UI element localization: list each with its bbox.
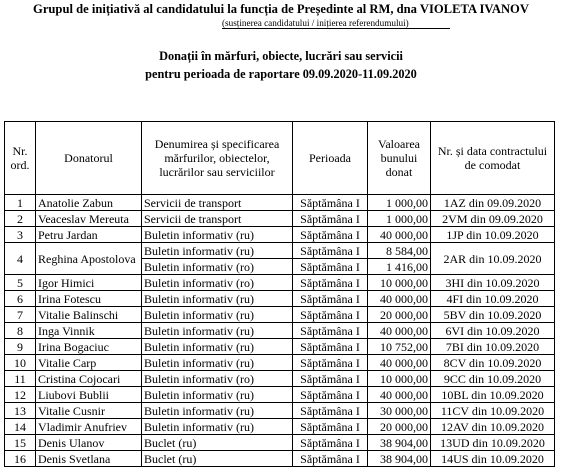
cell-donator: Vitalie Carp xyxy=(36,355,142,371)
table-row xyxy=(5,211,555,227)
cell-nr: 11 xyxy=(5,371,36,387)
cell-perioada: Săptămâna I xyxy=(293,419,368,435)
cell-valoare: 20 000,00 xyxy=(368,419,431,435)
table-row xyxy=(5,403,555,419)
cell-contract: 8CV din 10.09.2020 xyxy=(431,355,555,371)
cell-nr: 1 xyxy=(5,195,36,211)
cell-donator: Reghina Apostolova xyxy=(36,243,142,275)
cell-donator: Vitalie Cusnir xyxy=(36,403,142,419)
cell-contract: 11CV din 10.09.2020 xyxy=(431,403,555,419)
cell-contract: 2VM din 09.09.2020 xyxy=(431,211,555,227)
cell-nr: 5 xyxy=(5,275,36,291)
cell-donator: Cristina Cojocari xyxy=(36,371,142,387)
cell-perioada: Săptămâna I xyxy=(293,307,368,323)
table-row xyxy=(5,291,555,307)
cell-nr: 4 xyxy=(5,243,36,275)
cell-contract: 7BI din 10.09.2020 xyxy=(431,339,555,355)
cell-donator: Denis Svetlana xyxy=(36,451,142,467)
cell-perioada: Săptămâna I xyxy=(293,227,368,243)
cell-perioada: Săptămâna I xyxy=(293,291,368,307)
cell-contract: 2AR din 10.09.2020 xyxy=(431,243,555,275)
cell-contract: 9CC din 10.09.2020 xyxy=(431,371,555,387)
cell-donator: Anatolie Zabun xyxy=(36,195,142,211)
header-valoare: Valoarea bunului donat xyxy=(368,122,431,195)
cell-perioada: Săptămâna I xyxy=(293,435,368,451)
cell-denumire: Buletin informativ (ro) xyxy=(142,275,293,291)
cell-valoare: 1 416,00 xyxy=(368,259,431,275)
cell-valoare: 38 904,00 xyxy=(368,435,431,451)
cell-perioada: Săptămâna I xyxy=(293,259,368,275)
cell-contract: 4FI din 10.09.2020 xyxy=(431,291,555,307)
cell-denumire: Buletin informativ (ru) xyxy=(142,243,293,259)
cell-nr: 2 xyxy=(5,211,36,227)
cell-donator: Irina Fotescu xyxy=(36,291,142,307)
cell-denumire: Buletin informativ (ru) xyxy=(142,323,293,339)
cell-valoare: 38 904,00 xyxy=(368,451,431,467)
subtitle-underline: (susținerea candidatului / inițierea referendumului) xyxy=(222,18,450,29)
cell-denumire: Buletin informativ (ru) xyxy=(142,355,293,371)
table-header-row xyxy=(5,122,555,195)
cell-perioada: Săptămâna I xyxy=(293,371,368,387)
cell-valoare: 40 000,00 xyxy=(368,291,431,307)
table-row xyxy=(5,451,555,467)
cell-denumire: Buletin informativ (ru) xyxy=(142,419,293,435)
cell-contract: 5BV din 10.09.2020 xyxy=(431,307,555,323)
cell-donator: Denis Ulanov xyxy=(36,435,142,451)
cell-valoare: 40 000,00 xyxy=(368,387,431,403)
cell-denumire: Buletin informativ (ru) xyxy=(142,307,293,323)
report-period: pentru perioada de raportare 09.09.2020-11.09.2020 xyxy=(145,67,417,81)
cell-perioada: Săptămâna I xyxy=(293,355,368,371)
cell-denumire: Buletin informativ (ru) xyxy=(142,403,293,419)
cell-perioada: Săptămâna I xyxy=(293,403,368,419)
cell-nr: 12 xyxy=(5,387,36,403)
donations-table xyxy=(4,121,555,467)
cell-nr: 3 xyxy=(5,227,36,243)
cell-valoare: 30 000,00 xyxy=(368,403,431,419)
cell-denumire: Buletin informativ (ru) xyxy=(142,387,293,403)
cell-perioada: Săptămâna I xyxy=(293,275,368,291)
cell-donator: Veaceslav Mereuta xyxy=(36,211,142,227)
header-donator: Donatorul xyxy=(36,122,142,195)
header-nr: Nr. ord. xyxy=(5,122,36,195)
cell-denumire: Servicii de transport xyxy=(142,211,293,227)
cell-valoare: 1 000,00 xyxy=(368,211,431,227)
header-contract: Nr. și data contractului de comodat xyxy=(431,122,555,195)
cell-denumire: Buclet (ru) xyxy=(142,435,293,451)
cell-nr: 8 xyxy=(5,323,36,339)
table-row xyxy=(5,275,555,291)
cell-nr: 10 xyxy=(5,355,36,371)
cell-contract: 6VI din 10.09.2020 xyxy=(431,323,555,339)
cell-denumire: Buletin informativ (ru) xyxy=(142,291,293,307)
cell-contract: 10BL din 10.09.2020 xyxy=(431,387,555,403)
cell-perioada: Săptămâna I xyxy=(293,451,368,467)
table-row xyxy=(5,435,555,451)
cell-contract: 3HI din 10.09.2020 xyxy=(431,275,555,291)
table-row xyxy=(5,195,555,211)
table-row xyxy=(5,355,555,371)
table-row xyxy=(5,371,555,387)
cell-valoare: 8 584,00 xyxy=(368,243,431,259)
cell-contract: 13UD din 10.09.2020 xyxy=(431,435,555,451)
cell-contract: 1AZ din 09.09.2020 xyxy=(431,195,555,211)
cell-donator: Petru Jardan xyxy=(36,227,142,243)
cell-valoare: 40 000,00 xyxy=(368,227,431,243)
cell-nr: 6 xyxy=(5,291,36,307)
cell-nr: 9 xyxy=(5,339,36,355)
table-row xyxy=(5,243,555,259)
report-header: Grupul de inițiativă al candidatului la funcția de Președinte al RM, dna VIOLETA IVANOV xyxy=(33,2,529,16)
cell-contract: 12AV din 10.09.2020 xyxy=(431,419,555,435)
header-denumire: Denumirea și specificarea mărfurilor, obiectelor, lucrărilor sau serviciilor xyxy=(142,122,293,195)
cell-perioada: Săptămâna I xyxy=(293,339,368,355)
cell-contract: 14US din 10.09.2020 xyxy=(431,451,555,467)
cell-donator: Inga Vinnik xyxy=(36,323,142,339)
cell-valoare: 10 000,00 xyxy=(368,275,431,291)
cell-denumire: Servicii de transport xyxy=(142,195,293,211)
cell-perioada: Săptămâna I xyxy=(293,387,368,403)
cell-perioada: Săptămâna I xyxy=(293,243,368,259)
cell-perioada: Săptămâna I xyxy=(293,211,368,227)
cell-valoare: 20 000,00 xyxy=(368,307,431,323)
cell-donator: Igor Himici xyxy=(36,275,142,291)
cell-valoare: 10 000,00 xyxy=(368,371,431,387)
report-title: Donații în mărfuri, obiecte, lucrări sau servicii xyxy=(159,49,403,63)
report-header-subtitle xyxy=(222,18,450,29)
cell-denumire: Buletin informativ (ro) xyxy=(142,259,293,275)
cell-nr: 15 xyxy=(5,435,36,451)
cell-perioada: Săptămâna I xyxy=(293,195,368,211)
cell-contract: 1JP din 10.09.2020 xyxy=(431,227,555,243)
cell-nr: 16 xyxy=(5,451,36,467)
cell-nr: 13 xyxy=(5,403,36,419)
table-row xyxy=(5,323,555,339)
table-row xyxy=(5,227,555,243)
header-perioada: Perioada xyxy=(293,122,368,195)
cell-valoare: 40 000,00 xyxy=(368,355,431,371)
cell-donator: Vladimir Anufriev xyxy=(36,419,142,435)
cell-denumire: Buletin informativ (ru) xyxy=(142,227,293,243)
cell-valoare: 40 000,00 xyxy=(368,323,431,339)
cell-donator: Liubovi Bublii xyxy=(36,387,142,403)
cell-denumire: Buletin informativ (ro) xyxy=(142,371,293,387)
cell-valoare: 1 000,00 xyxy=(368,195,431,211)
cell-denumire: Buletin informativ (ru) xyxy=(142,339,293,355)
cell-donator: Vitalie Balinschi xyxy=(36,307,142,323)
cell-denumire: Buclet (ru) xyxy=(142,451,293,467)
table-row xyxy=(5,339,555,355)
cell-nr: 7 xyxy=(5,307,36,323)
cell-nr: 14 xyxy=(5,419,36,435)
cell-valoare: 10 752,00 xyxy=(368,339,431,355)
table-row xyxy=(5,387,555,403)
cell-perioada: Săptămâna I xyxy=(293,323,368,339)
cell-donator: Irina Bogaciuc xyxy=(36,339,142,355)
table-row xyxy=(5,307,555,323)
table-row xyxy=(5,419,555,435)
